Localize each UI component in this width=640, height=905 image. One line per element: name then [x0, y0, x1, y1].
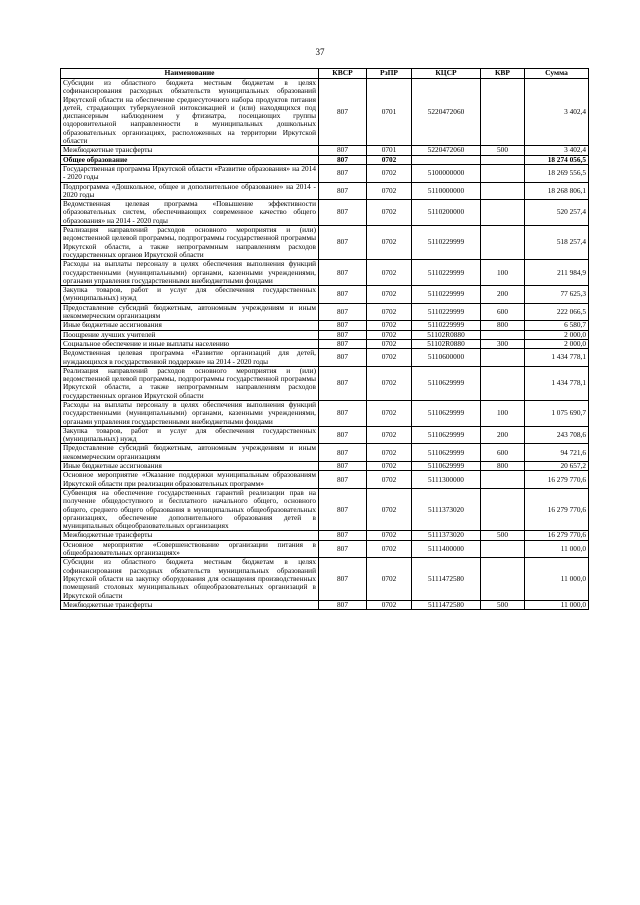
row-kvr	[481, 558, 525, 600]
row-kvr: 500	[481, 531, 525, 540]
row-rzpr: 0702	[367, 286, 412, 304]
row-kvr	[481, 155, 525, 164]
row-kvr: 800	[481, 462, 525, 471]
table-row	[61, 321, 589, 330]
row-kcsr: 5110629999	[412, 462, 481, 471]
header-sum: Сумма	[525, 69, 589, 79]
row-sum: 16 279 770,6	[525, 488, 589, 530]
table-row	[61, 303, 589, 321]
header-rzpr: РзПР	[367, 69, 412, 79]
row-kcsr: 5110229999	[412, 321, 481, 330]
row-name: Расходы на выплаты персоналу в целях обеспечения выполнения функций государственными (муниципальными) органами, казенными учреждениями, органами управления государственными внебюджетными фондами	[61, 260, 319, 286]
row-rzpr: 0702	[367, 339, 412, 348]
row-kvsr: 807	[319, 366, 367, 400]
row-name: Ведомственная целевая программа «Развитие организаций для детей, нуждающихся в государственной поддержке» на 2014 - 2020 годы	[61, 349, 319, 367]
row-rzpr: 0702	[367, 164, 412, 182]
row-sum: 11 000,0	[525, 540, 589, 558]
row-rzpr: 0702	[367, 540, 412, 558]
row-name: Предоставление субсидий бюджетным, автономным учреждениям и иным некоммерческим организациям	[61, 303, 319, 321]
row-kcsr: 5110229999	[412, 260, 481, 286]
row-rzpr: 0702	[367, 400, 412, 426]
row-kvr: 800	[481, 321, 525, 330]
row-rzpr: 0702	[367, 330, 412, 339]
row-kcsr: 5100000000	[412, 164, 481, 182]
row-rzpr: 0702	[367, 444, 412, 462]
row-sum: 18 269 556,5	[525, 164, 589, 182]
row-rzpr: 0702	[367, 462, 412, 471]
row-kvr	[481, 226, 525, 260]
row-name: Ведомственная целевая программа «Повышение эффективности образовательных систем, обеспечивающих современное качество общего образования» на 2014 - 2020 годы	[61, 200, 319, 226]
row-kvsr: 807	[319, 426, 367, 444]
row-kcsr: 5110229999	[412, 303, 481, 321]
row-name: Закупка товаров, работ и услуг для обеспечения государственных (муниципальных) нужд	[61, 286, 319, 304]
row-kcsr: 5110229999	[412, 286, 481, 304]
row-kvsr: 807	[319, 182, 367, 200]
header-kcsr: КЦСР	[412, 69, 481, 79]
row-sum: 1 075 690,7	[525, 400, 589, 426]
row-sum: 18 268 806,1	[525, 182, 589, 200]
table-row	[61, 330, 589, 339]
row-kvr: 500	[481, 600, 525, 609]
row-kvsr: 807	[319, 400, 367, 426]
row-kvsr: 807	[319, 540, 367, 558]
row-name: Межбюджетные трансферты	[61, 531, 319, 540]
row-kvr: 600	[481, 444, 525, 462]
row-kvr	[481, 488, 525, 530]
table-row	[61, 471, 589, 489]
table-row	[61, 200, 589, 226]
row-name: Расходы на выплаты персоналу в целях обеспечения выполнения функций государственными (муниципальными) органами, казенными учреждениями, органами управления государственными внебюджетными фондами	[61, 400, 319, 426]
table-row	[61, 182, 589, 200]
row-kvsr: 807	[319, 330, 367, 339]
table-row	[61, 531, 589, 540]
row-name: Основное мероприятие «Оказание поддержки муниципальным образованиям Иркутской области при реализации образовательных программ»	[61, 471, 319, 489]
row-name: Субвенция на обеспечение государственных гарантий реализации прав на получение общедоступного и бесплатного начального общего, основного общего, среднего общего образования в муниципальных общеобразовательных организациях, обеспечение дополнительного образования детей в муниципальных общеобразовательных организациях	[61, 488, 319, 530]
table-row	[61, 349, 589, 367]
row-kvr: 200	[481, 286, 525, 304]
row-kvr	[481, 540, 525, 558]
row-name: Предоставление субсидий бюджетным, автономным учреждениям и иным некоммерческим организациям	[61, 444, 319, 462]
row-rzpr: 0702	[367, 226, 412, 260]
row-sum: 211 984,9	[525, 260, 589, 286]
row-rzpr: 0702	[367, 260, 412, 286]
row-kcsr: 5220472060	[412, 79, 481, 146]
row-kcsr	[412, 155, 481, 164]
table-row	[61, 444, 589, 462]
table-row	[61, 226, 589, 260]
row-sum: 222 066,5	[525, 303, 589, 321]
table-row	[61, 600, 589, 609]
row-kcsr: 51102R0880	[412, 330, 481, 339]
row-kvsr: 807	[319, 260, 367, 286]
row-name: Общее образование	[61, 155, 319, 164]
row-kvsr: 807	[319, 226, 367, 260]
row-kvr	[481, 366, 525, 400]
table-row	[61, 260, 589, 286]
table-row	[61, 164, 589, 182]
row-name: Реализация направлений расходов основного мероприятия и (или) ведомственной целевой программы, подпрограммы государственной программы Иркутской области, а также непрограммным направлениям расходов государственных органов Иркутской области	[61, 366, 319, 400]
row-sum: 1 434 778,1	[525, 349, 589, 367]
row-sum: 2 000,0	[525, 330, 589, 339]
table-row	[61, 286, 589, 304]
table-header-row	[61, 69, 589, 79]
row-name: Государственная программа Иркутской области «Развитие образования» на 2014 - 2020 годы	[61, 164, 319, 182]
row-kcsr: 5110200000	[412, 200, 481, 226]
row-rzpr: 0702	[367, 200, 412, 226]
row-kvsr: 807	[319, 321, 367, 330]
row-kvr	[481, 79, 525, 146]
row-rzpr: 0702	[367, 366, 412, 400]
row-sum: 243 708,6	[525, 426, 589, 444]
row-kvr: 100	[481, 400, 525, 426]
table-row	[61, 366, 589, 400]
row-kvsr: 807	[319, 558, 367, 600]
table-row	[61, 540, 589, 558]
row-sum: 11 000,0	[525, 558, 589, 600]
row-kcsr: 5111472580	[412, 600, 481, 609]
row-sum: 3 402,4	[525, 79, 589, 146]
row-kvr	[481, 200, 525, 226]
page-number: 37	[315, 47, 325, 57]
row-kvr: 100	[481, 260, 525, 286]
row-name: Субсидии из областного бюджета местным бюджетам в целях софинансирования расходных обязательств муниципальных образований Иркутской области на обеспечение среднесуточного набора продуктов питания детей, страдающих туберкулезной интоксикацией и (или) находящихся под диспансерным наблюдением у фтизиатра, посещающих группы оздоровительной направленности в муниципальных дошкольных образовательных организациях, расположенных на территории Иркутской области	[61, 79, 319, 146]
row-sum: 11 000,0	[525, 600, 589, 609]
row-kvr: 500	[481, 146, 525, 155]
row-rzpr: 0702	[367, 321, 412, 330]
row-name: Иные бюджетные ассигнования	[61, 462, 319, 471]
row-sum: 3 402,4	[525, 146, 589, 155]
row-rzpr: 0702	[367, 558, 412, 600]
row-rzpr: 0702	[367, 488, 412, 530]
row-kcsr: 5111472580	[412, 558, 481, 600]
row-name: Реализация направлений расходов основного мероприятия и (или) ведомственной целевой программы, подпрограммы государственной программы Иркутской области, а также непрограммным направлениям расходов государственных органов Иркутской области	[61, 226, 319, 260]
row-kcsr: 5111400000	[412, 540, 481, 558]
row-kvr: 600	[481, 303, 525, 321]
row-name: Социальное обеспечение и иные выплаты населению	[61, 339, 319, 348]
row-name: Поощрение лучших учителей	[61, 330, 319, 339]
row-sum: 77 625,3	[525, 286, 589, 304]
row-kcsr: 5111373020	[412, 531, 481, 540]
table-row	[61, 79, 589, 146]
row-kvr	[481, 330, 525, 339]
row-kcsr: 5110629999	[412, 366, 481, 400]
row-kvsr: 807	[319, 155, 367, 164]
row-kvsr: 807	[319, 164, 367, 182]
row-kcsr: 5110000000	[412, 182, 481, 200]
row-sum: 518 257,4	[525, 226, 589, 260]
row-kcsr: 5111373020	[412, 488, 481, 530]
row-name: Субсидии из областного бюджета местным бюджетам в целях софинансирования расходных обязательств муниципальных образований Иркутской области на закупку оборудования для оснащения производственных помещений столовых муниципальных общеобразовательных организаций в Иркутской области	[61, 558, 319, 600]
row-kvsr: 807	[319, 79, 367, 146]
row-rzpr: 0702	[367, 349, 412, 367]
row-rzpr: 0702	[367, 426, 412, 444]
row-kcsr: 5111300000	[412, 471, 481, 489]
row-name: Межбюджетные трансферты	[61, 146, 319, 155]
row-kcsr: 51102R0880	[412, 339, 481, 348]
row-kvsr: 807	[319, 146, 367, 155]
header-kvr: КВР	[481, 69, 525, 79]
row-kvr	[481, 349, 525, 367]
row-kcsr: 5110600000	[412, 349, 481, 367]
row-sum: 16 279 770,6	[525, 471, 589, 489]
row-kcsr: 5110629999	[412, 400, 481, 426]
row-kvr	[481, 471, 525, 489]
row-rzpr: 0702	[367, 531, 412, 540]
row-kvsr: 807	[319, 600, 367, 609]
row-kvsr: 807	[319, 444, 367, 462]
row-kcsr: 5220472060	[412, 146, 481, 155]
row-kvsr: 807	[319, 531, 367, 540]
row-sum: 16 279 770,6	[525, 531, 589, 540]
table-row	[61, 146, 589, 155]
row-name: Межбюджетные трансферты	[61, 600, 319, 609]
budget-table	[60, 68, 589, 610]
row-kvsr: 807	[319, 286, 367, 304]
table-row	[61, 400, 589, 426]
row-rzpr: 0701	[367, 146, 412, 155]
row-name: Основное мероприятие «Совершенствование организации питания в общеобразовательных организациях»	[61, 540, 319, 558]
row-kcsr: 5110629999	[412, 444, 481, 462]
row-rzpr: 0702	[367, 471, 412, 489]
row-kvsr: 807	[319, 462, 367, 471]
row-name: Закупка товаров, работ и услуг для обеспечения государственных (муниципальных) нужд	[61, 426, 319, 444]
row-kvr	[481, 182, 525, 200]
row-rzpr: 0702	[367, 303, 412, 321]
row-sum: 18 274 056,5	[525, 155, 589, 164]
table-row	[61, 426, 589, 444]
row-name: Подпрограмма «Дошкольное, общее и дополнительное образование» на 2014 - 2020 годы	[61, 182, 319, 200]
row-kvr: 300	[481, 339, 525, 348]
row-rzpr: 0702	[367, 600, 412, 609]
row-kcsr: 5110229999	[412, 226, 481, 260]
header-name: Наименование	[61, 69, 319, 79]
table-row	[61, 488, 589, 530]
row-rzpr: 0702	[367, 155, 412, 164]
row-kvsr: 807	[319, 339, 367, 348]
row-name: Иные бюджетные ассигнования	[61, 321, 319, 330]
row-kvsr: 807	[319, 349, 367, 367]
row-kvsr: 807	[319, 471, 367, 489]
row-sum: 2 000,0	[525, 339, 589, 348]
row-kcsr: 5110629999	[412, 426, 481, 444]
row-rzpr: 0702	[367, 182, 412, 200]
row-kvsr: 807	[319, 200, 367, 226]
row-sum: 1 434 778,1	[525, 366, 589, 400]
row-kvr	[481, 164, 525, 182]
row-sum: 520 257,4	[525, 200, 589, 226]
row-sum: 6 580,7	[525, 321, 589, 330]
row-kvr: 200	[481, 426, 525, 444]
row-sum: 94 721,6	[525, 444, 589, 462]
row-kvsr: 807	[319, 303, 367, 321]
row-kvsr: 807	[319, 488, 367, 530]
row-sum: 20 657,2	[525, 462, 589, 471]
row-rzpr: 0701	[367, 79, 412, 146]
table-row	[61, 558, 589, 600]
header-kvsr: КВСР	[319, 69, 367, 79]
